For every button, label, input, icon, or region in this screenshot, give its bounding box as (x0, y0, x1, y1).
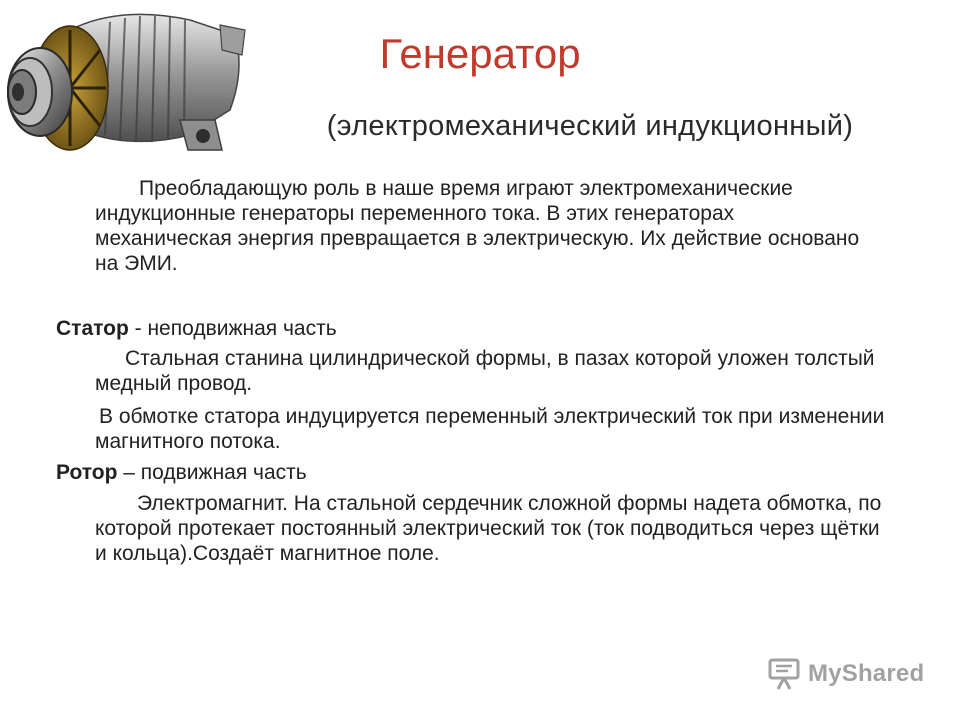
slide-subtitle: (электромеханический индукционный) (326, 110, 854, 142)
rotor-description: Электромагнит. На стальной сердечник сложной формы надета обмотка, по которой протекает постоянный электрический ток (ток подводиться через щётки и кольца).Создаёт магнитное поле. (95, 492, 882, 565)
slide-title: Генератор (379, 30, 581, 77)
stator-term: Статор (56, 317, 129, 340)
rotor-term: Ротор (56, 461, 118, 484)
stator-description-2: В обмотке статора индуцируется переменный электрический ток при изменении магнитного потока. (95, 405, 885, 453)
watermark-text: MyShared (808, 660, 925, 687)
rotor-definition: – подвижная часть (117, 461, 307, 484)
presentation-board-icon (766, 656, 802, 692)
stator-description-1: Стальная станина цилиндрической формы, в пазах которой уложен толстый медный провод. (95, 347, 875, 395)
stator-definition: - неподвижная часть (128, 317, 337, 340)
watermark[interactable] (766, 654, 936, 694)
alternator-image (0, 0, 250, 175)
stator-heading (56, 316, 337, 341)
intro-paragraph: Преобладающую роль в наше время играют электромеханические индукционные генераторы переменного тока. В этих генераторах механическая энергия превращается в электрическую. Их действие основано на ЭМИ. (95, 177, 860, 275)
rotor-heading (56, 460, 307, 485)
